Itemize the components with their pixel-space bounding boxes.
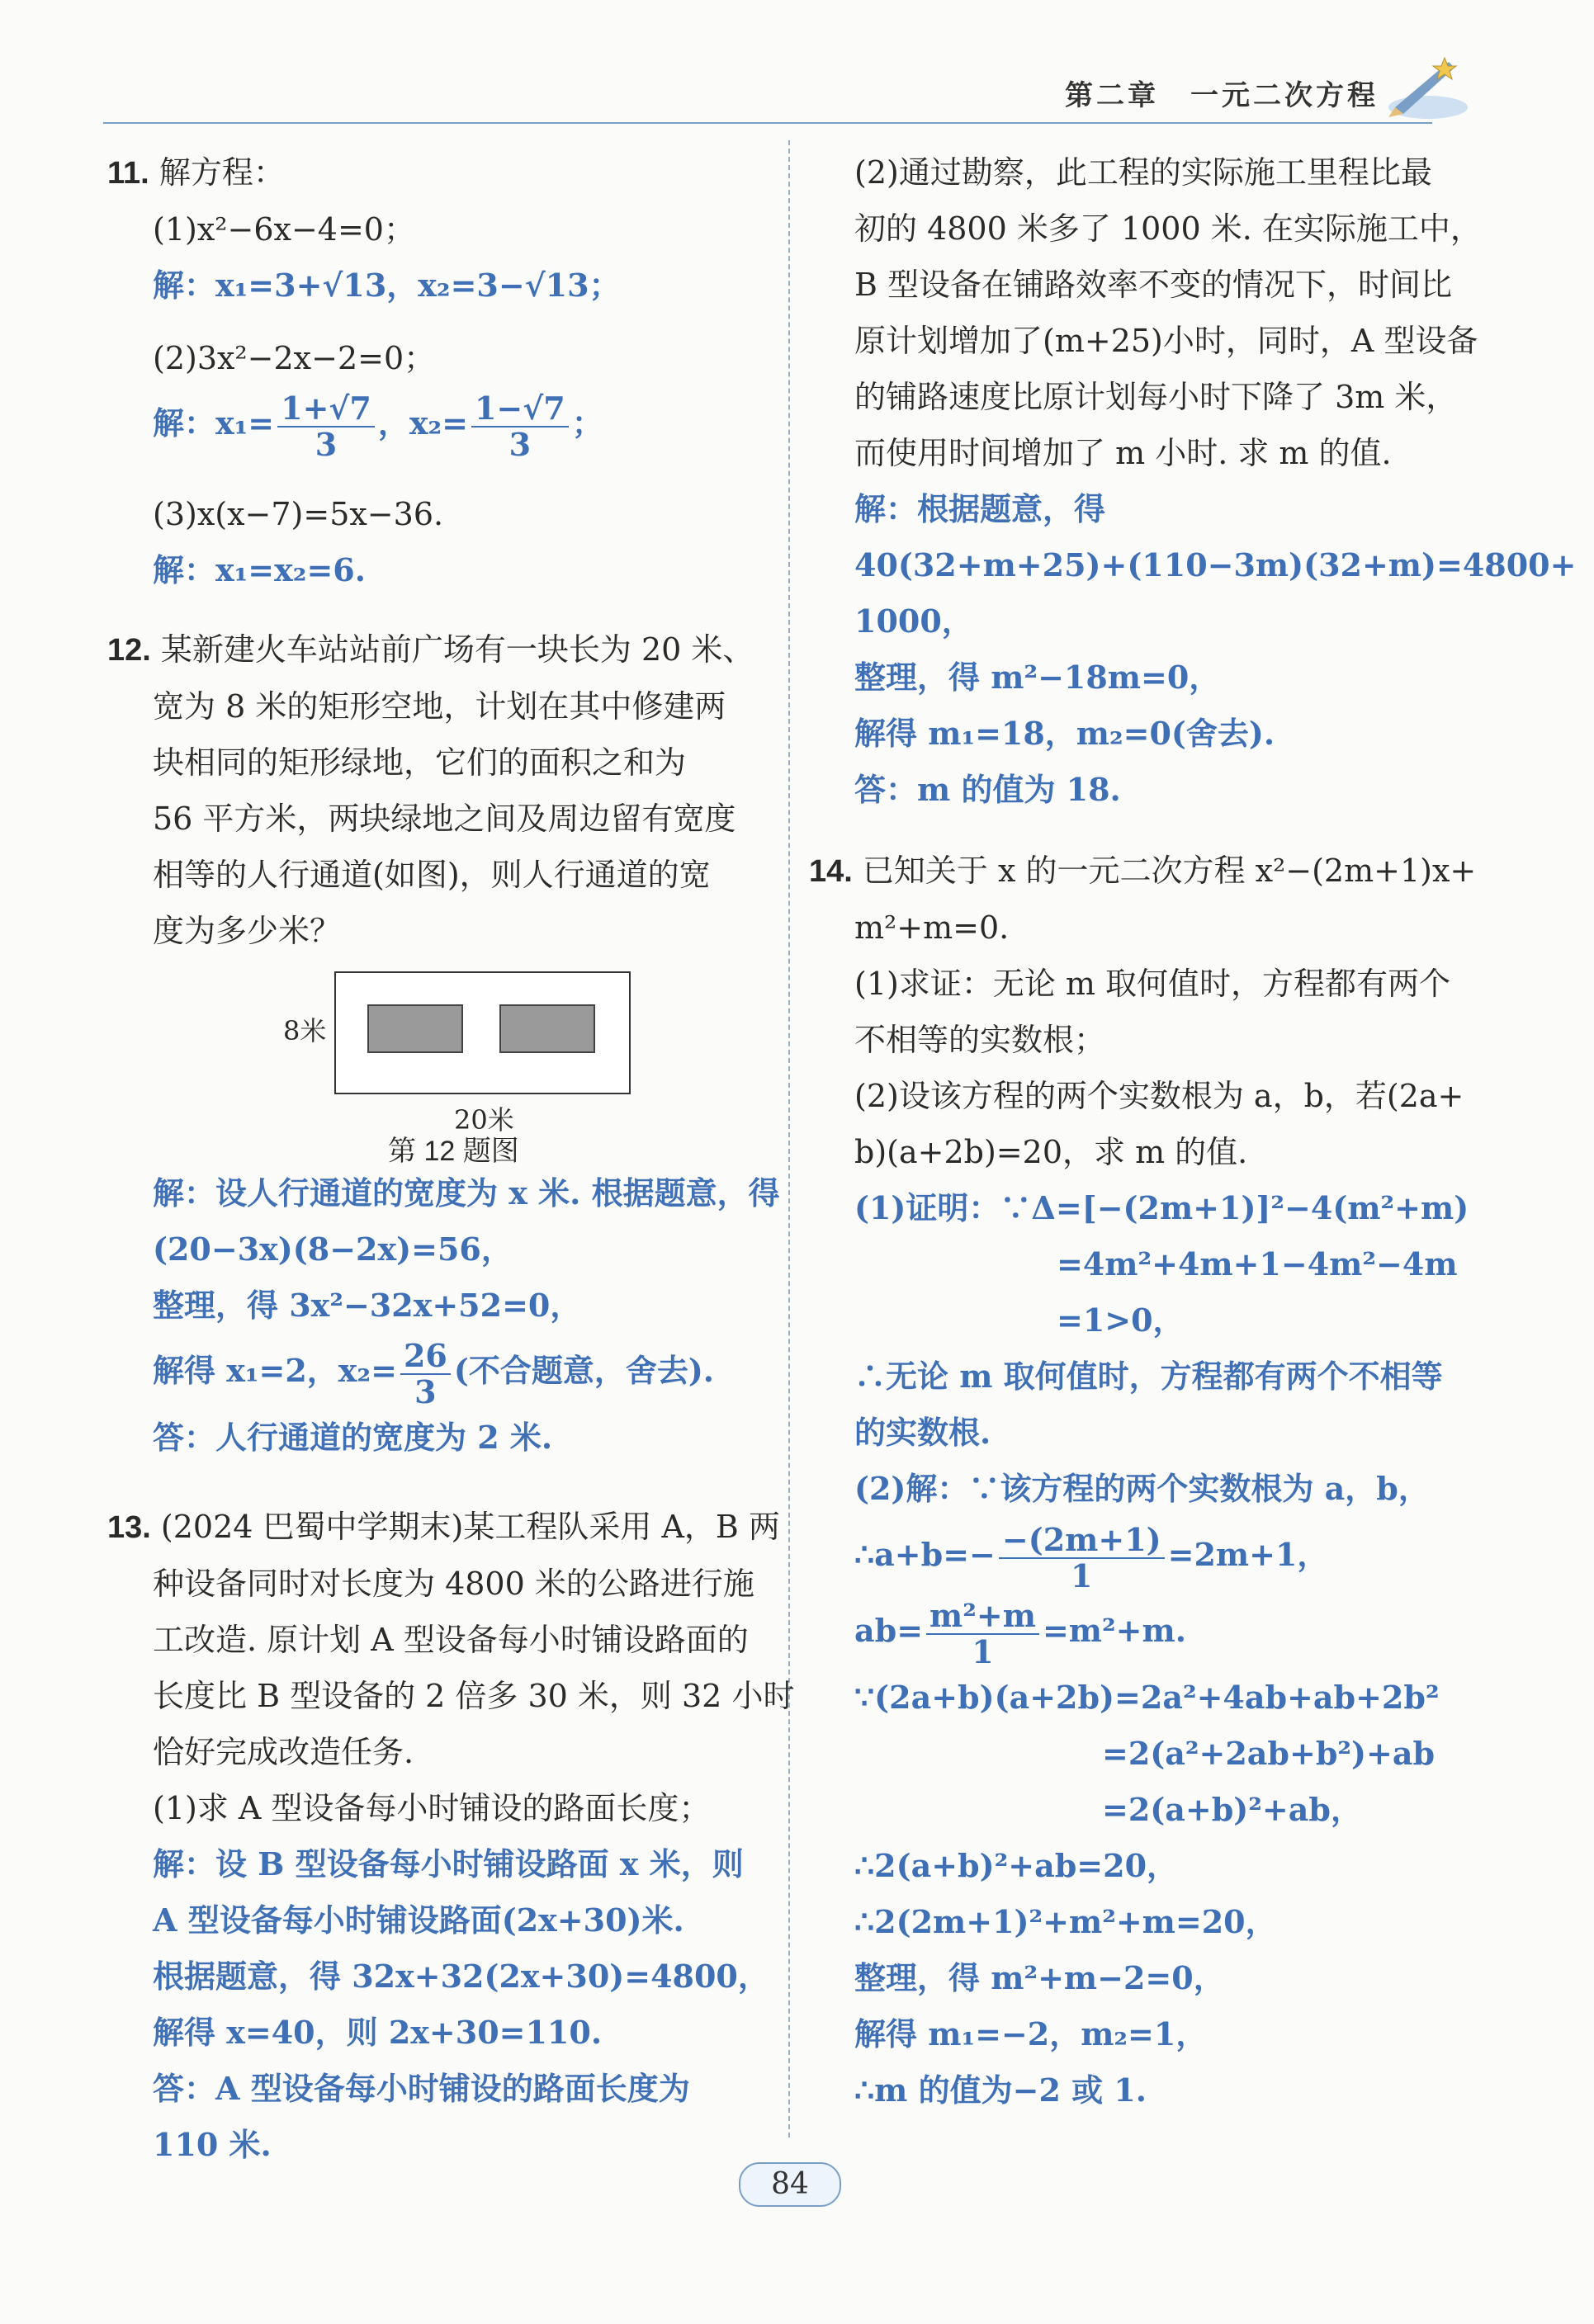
q13b-line: 而使用时间增加了 m 小时. 求 m 的值. xyxy=(854,435,1392,471)
question-text: 解方程： xyxy=(158,154,285,191)
q13b-line: 原计划增加了(m+25)小时，同时，A 型设备 xyxy=(854,323,1478,359)
q13b-answer-line: 40(32+m+25)+(110−3m)(32+m)=4800+ xyxy=(854,546,1577,583)
header-rule xyxy=(103,122,1432,124)
q12-answer-final: 答：人行通道的宽度为 2 米. xyxy=(153,1418,553,1456)
q14-line: m²+m=0. xyxy=(854,909,1010,946)
question-text: 已知关于 x 的一元二次方程 x²−(2m+1)x+ xyxy=(862,853,1477,889)
q13-line: 恰好完成改造任务. xyxy=(153,1733,414,1770)
q13b-line: (2)通过勘察，此工程的实际施工里程比最 xyxy=(854,154,1432,191)
q13b-line: 初的 4800 米多了 1000 米. 在实际施工中， xyxy=(854,210,1482,247)
q14-line: 不相等的实数根； xyxy=(854,1022,1106,1058)
q12-answer-line: 解：设人行通道的宽度为 x 米. 根据题意，得 xyxy=(153,1174,780,1212)
q13b-answer-line: 1000， xyxy=(854,602,973,640)
q13-line xyxy=(107,1499,780,1556)
answer-text: (不合题意，舍去). xyxy=(453,1352,715,1390)
denominator: 1 xyxy=(972,1632,994,1670)
q12-line: 块相同的矩形绿地，它们的面积之和为 xyxy=(153,744,687,782)
numerator: −(2m+1) xyxy=(999,1523,1165,1559)
fraction xyxy=(471,391,569,462)
numerator: 1+√7 xyxy=(277,391,375,427)
column-divider xyxy=(788,140,790,2137)
fraction xyxy=(277,391,375,462)
question-number: 14. xyxy=(809,854,853,889)
q13-answer-line: 解：设 B 型设备每小时铺设路面 x 米，则 xyxy=(153,1845,744,1882)
q14-line: (1)求证：无论 m 取何值时，方程都有两个 xyxy=(854,966,1451,1002)
q12-figure xyxy=(107,959,768,1168)
q12-line: 度为多少米？ xyxy=(153,913,342,950)
question-number: 11. xyxy=(107,156,149,191)
q14-answer-line: 解得 m₁=−2，m₂=1， xyxy=(854,2015,1208,2052)
length-label: 20米 xyxy=(454,1104,514,1136)
q13-answer-line: 根据题意，得 32x+32(2x+30)=4800， xyxy=(153,1957,769,1995)
answer-text: =2m+1， xyxy=(1167,1536,1329,1573)
q13-answer-line: A 型设备每小时铺设路面(2x+30)米. xyxy=(153,1901,684,1939)
q13-line: (1)求 A 型设备每小时铺设的路面长度； xyxy=(153,1789,711,1826)
answer-text: ，x₂= xyxy=(377,404,468,442)
q14-answer-line: =2(a+b)²+ab， xyxy=(1102,1790,1362,1828)
fraction xyxy=(999,1520,1165,1594)
fraction xyxy=(926,1599,1039,1670)
q13-line: 种设备同时对长度为 4800 米的公路进行施 xyxy=(153,1565,754,1602)
fraction xyxy=(400,1339,451,1410)
q13b-line: 的铺路速度比原计划每小时下降了 3m 米， xyxy=(854,379,1458,415)
q12-line: 56 平方米，两块绿地之间及周边留有宽度 xyxy=(153,801,736,838)
q12-line: 宽为 8 米的矩形空地，计划在其中修建两 xyxy=(153,688,726,725)
q14-proof-line: =4m²+4m+1−4m²−4m xyxy=(1057,1245,1458,1282)
q11-part3: (3)x(x−7)=5x−36. xyxy=(153,496,444,533)
q14-answer-line: 整理，得 m²+m−2=0， xyxy=(854,1958,1225,1996)
answer-text: 解：x₁= xyxy=(153,404,275,442)
q14-part2-head: (2)解：∵该方程的两个实数根为 a，b， xyxy=(854,1470,1430,1507)
q13b-answer-line: 整理，得 m²−18m=0， xyxy=(854,659,1221,696)
question-text: 某新建火车站站前广场有一块长为 20 米、 xyxy=(160,631,754,668)
q13-line: 长度比 B 型设备的 2 倍多 30 米，则 32 小时 xyxy=(153,1677,795,1714)
q13-answer-line: 110 米. xyxy=(153,2125,272,2163)
numerator: m²+m xyxy=(926,1599,1039,1635)
denominator: 1 xyxy=(1071,1556,1093,1594)
q11-answer3: 解：x₁=x₂=6. xyxy=(153,551,366,589)
left-column xyxy=(107,144,795,2173)
q14-line: b)(a+2b)=20，求 m 的值. xyxy=(854,1134,1248,1170)
q12-answer-line: (20−3x)(8−2x)=56， xyxy=(153,1230,513,1268)
q14-answer-line: =2(a²+2ab+b²)+ab xyxy=(1102,1734,1436,1772)
q14-answer-line: ∴m 的值为−2 或 1. xyxy=(854,2071,1147,2109)
q14-proof-line: =1>0， xyxy=(1057,1301,1185,1339)
green-area-2 xyxy=(499,1004,595,1053)
q11-part2: (2)3x²−2x−2=0； xyxy=(153,340,436,376)
q13-answer-line: 答：A 型设备每小时铺设的路面长度为 xyxy=(153,2069,690,2107)
q14-proof-line: ∴无论 m 取何值时，方程都有两个不相等 xyxy=(854,1358,1443,1395)
q14-line xyxy=(809,843,1482,900)
q14-proof-line: (1)证明：∵Δ=[−(2m+1)]²−4(m²+m) xyxy=(854,1189,1469,1226)
q12-line: 相等的人行通道(如图)，则人行通道的宽 xyxy=(153,857,711,894)
denominator: 3 xyxy=(508,425,532,463)
star-pencil-decoration-icon xyxy=(1370,50,1469,124)
page-number: 84 xyxy=(739,2162,841,2207)
question-text: (2024 巴蜀中学期末)某工程队采用 A，B 两 xyxy=(160,1508,780,1545)
q14-answer-line: ∴2(a+b)²+ab=20， xyxy=(854,1846,1179,1884)
denominator: 3 xyxy=(315,425,338,463)
q14-answer-line: ∵(2a+b)(a+2b)=2a²+4ab+ab+2b² xyxy=(854,1678,1440,1716)
q13b-answer-line: 答：m 的值为 18. xyxy=(854,771,1121,808)
green-area-1 xyxy=(367,1004,463,1053)
q14-sum-line xyxy=(854,1517,1482,1593)
answer-text: ab= xyxy=(854,1612,924,1650)
q11-stem xyxy=(107,144,768,201)
q14-answer-line: ∴2(2m+1)²+m²+m=20， xyxy=(854,1902,1277,1940)
q13-line: 工改造. 原计划 A 型设备每小时铺设路面的 xyxy=(153,1621,749,1658)
question-number: 13. xyxy=(107,1509,151,1545)
q14-line: (2)设该方程的两个实数根为 a，b，若(2a+ xyxy=(854,1078,1464,1114)
q13b-line: B 型设备在铺路效率不变的情况下，时间比 xyxy=(854,267,1453,303)
q13b-answer-line: 解：根据题意，得 xyxy=(854,490,1106,527)
q12-line xyxy=(107,621,768,678)
numerator: 1−√7 xyxy=(471,391,569,427)
denominator: 3 xyxy=(414,1372,437,1410)
width-label: 8米 xyxy=(283,1015,327,1047)
answer-text: ∴a+b=− xyxy=(854,1536,996,1573)
answer-text: ； xyxy=(571,404,603,442)
q13b-answer-line: 解得 m₁=18，m₂=0(舍去). xyxy=(854,715,1275,752)
numerator: 26 xyxy=(400,1339,451,1375)
answer-text: =m²+m. xyxy=(1042,1612,1186,1650)
chapter-title: 第二章 一元二次方程 xyxy=(1065,79,1379,112)
q14-product-line xyxy=(854,1593,1482,1669)
q14-proof-line: 的实数根. xyxy=(854,1414,991,1451)
q11-answer2 xyxy=(107,386,768,461)
plaza-rectangle xyxy=(334,971,631,1094)
right-column xyxy=(809,144,1577,2119)
q11-part1: (1)x²−6x−4=0； xyxy=(153,211,415,248)
question-number: 12. xyxy=(107,633,151,668)
q11-answer1: 解：x₁=3+√13，x₂=3−√13； xyxy=(153,267,621,304)
figure-caption: 第 12 题图 xyxy=(388,1136,519,1168)
q12-answer-line: 整理，得 3x²−32x+52=0， xyxy=(153,1287,582,1325)
q12-answer-solve xyxy=(107,1334,768,1409)
q13-answer-line: 解得 x=40，则 2x+30=110. xyxy=(153,2013,603,2051)
answer-text: 解得 x₁=2，x₂= xyxy=(153,1352,397,1390)
